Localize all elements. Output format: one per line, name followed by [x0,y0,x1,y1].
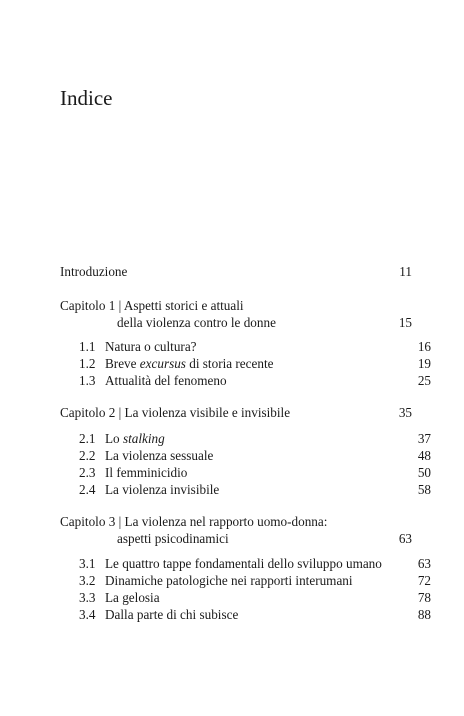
section-number: 1.2 [79,356,96,371]
chapter-title: La violenza nel rapporto uomo-donna: [124,514,328,529]
section-title-rest: di storia recente [185,356,274,371]
toc-page-number: 50 [417,465,431,480]
toc-page-number: 19 [417,356,431,371]
toc-page-number: 16 [417,339,431,354]
section-title: La violenza invisibile [105,482,220,497]
toc-section-2-4 [60,481,431,498]
section-number: 3.2 [79,573,96,588]
toc-page-number: 58 [417,482,431,497]
section-title: Dalla parte di chi subisce [105,607,239,622]
chapter-prefix: Capitolo 2 | [60,405,125,420]
toc-section-3-1 [60,555,431,572]
toc-chapter-3 [60,513,412,547]
toc-section-1-1 [60,338,431,355]
section-title-italic: excursus [139,356,186,371]
section-number: 3.3 [79,590,96,605]
section-number: 2.2 [79,448,96,463]
section-title: La gelosia [105,590,160,605]
section-number: 1.3 [79,373,96,388]
section-number: 3.1 [79,556,96,571]
section-title: Lo [105,431,123,446]
section-number: 1.1 [79,339,96,354]
toc-page-number: 63 [417,556,431,571]
page-title: Indice [60,86,113,110]
chapter-title: La violenza visibile e invisibile [124,405,291,420]
toc-entry-introduction [60,263,412,280]
toc-section-2-2 [60,447,431,464]
section-title: Dinamiche patologiche nei rapporti interumani [105,573,353,588]
toc-page-number: 72 [417,573,431,588]
toc-page-number: 11 [399,264,412,279]
section-title: Natura o cultura? [105,339,197,354]
section-number: 2.4 [79,482,96,497]
toc-section-3-2 [60,572,431,589]
toc-section-2-3 [60,464,431,481]
chapter-prefix: Capitolo 3 | [60,514,125,529]
section-title: Il femminicidio [105,465,188,480]
toc-page-number: 88 [417,607,431,622]
section-title-italic: stalking [122,431,165,446]
chapter-title-continued: aspetti psicodinamici [117,531,229,546]
toc-page-number: 78 [417,590,431,605]
toc-page-number: 25 [417,373,431,388]
toc-chapter-1 [60,297,412,331]
chapter-prefix: Capitolo 1 | [60,298,124,313]
toc-entry-title: Introduzione [60,264,128,279]
toc-page-number: 48 [417,448,431,463]
section-title: La violenza sessuale [105,448,214,463]
chapter-title: Aspetti storici e attuali [123,298,244,313]
toc-page-number: 35 [398,405,412,420]
section-title: Attualità del fenomeno [105,373,227,388]
section-number: 3.4 [79,607,96,622]
toc-page-number: 15 [398,315,412,330]
section-number: 2.3 [79,465,96,480]
toc-page-number: 63 [398,531,412,546]
toc-section-2-1 [60,430,431,447]
toc-section-3-4 [60,606,431,623]
toc-section-1-2 [60,355,431,372]
chapter-title-continued: della violenza contro le donne [117,315,276,330]
toc-section-3-3 [60,589,431,606]
toc-section-1-3 [60,372,431,389]
section-title: Breve [105,356,140,371]
toc-chapter-2 [60,404,412,421]
toc-page-number: 37 [417,431,431,446]
section-title: Le quattro tappe fondamentali dello sviluppo umano [105,556,382,571]
section-number: 2.1 [79,431,96,446]
